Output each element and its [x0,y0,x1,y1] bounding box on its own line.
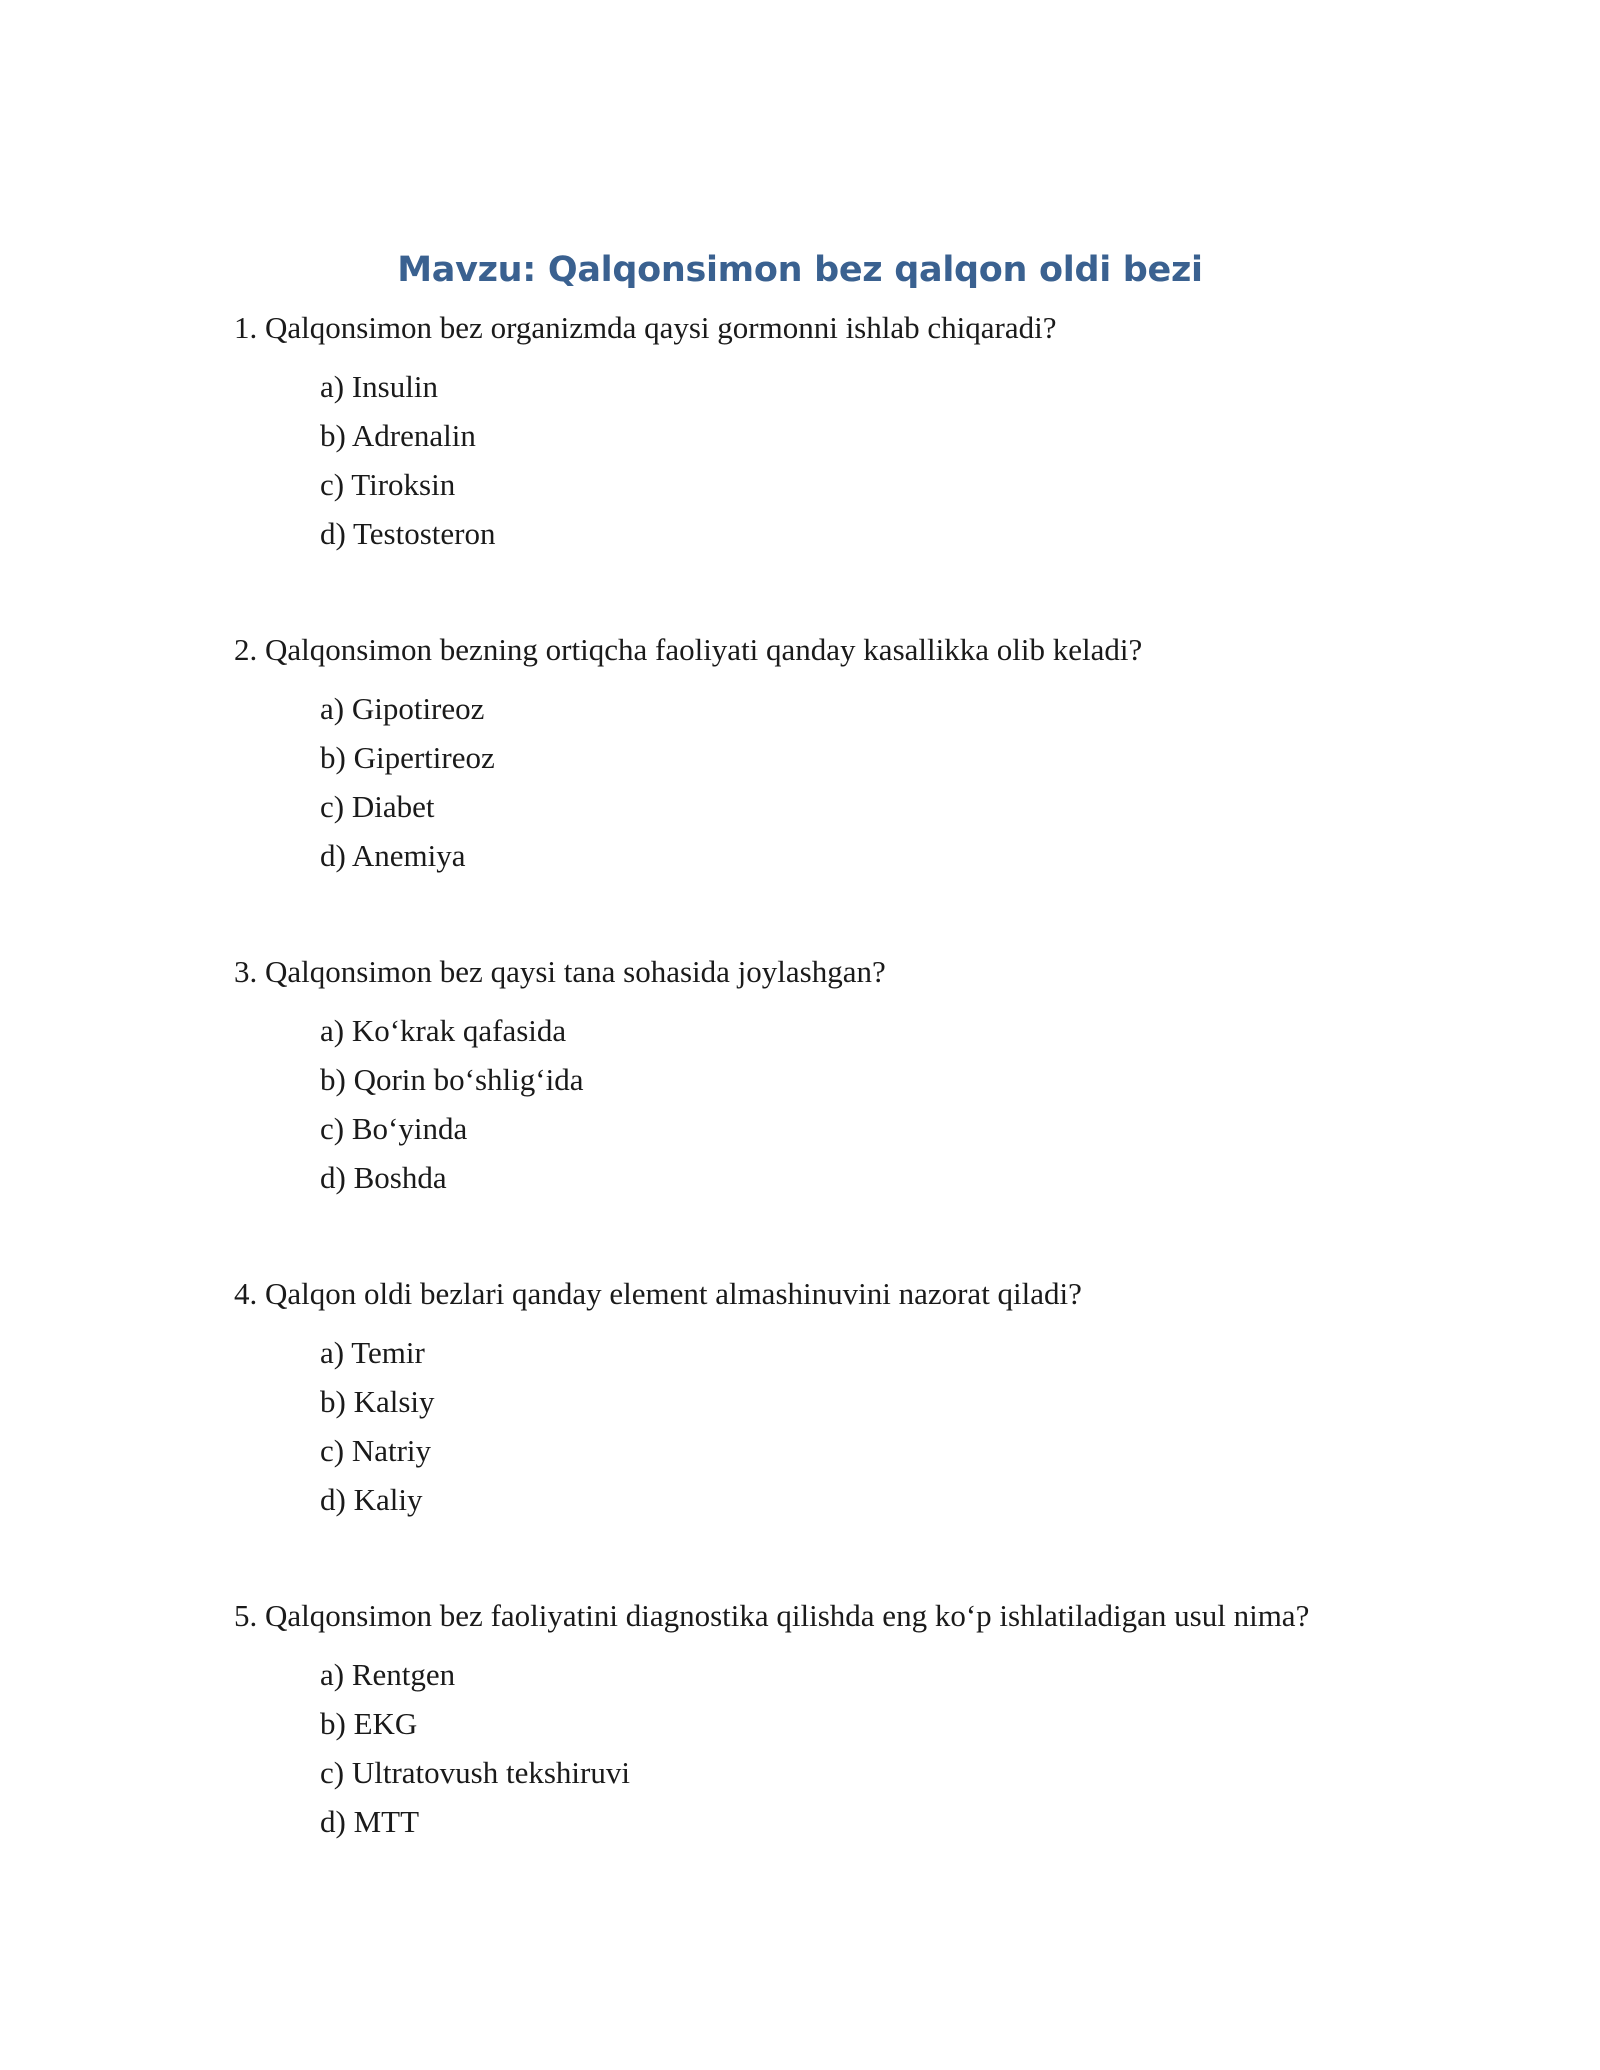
answer-option-a: a) Insulin [320,369,438,404]
answer-options [320,1650,1434,1846]
question-text: 4. Qalqon oldi bezlari qanday element almashinuvini nazorat qiladi? [234,1276,1082,1311]
question-text: 3. Qalqonsimon bez qaysi tana sohasida joylashgan? [234,954,886,989]
answer-option-b: b) Adrenalin [320,418,476,453]
answer-option-d: d) MTT [320,1804,420,1839]
answer-option-a: a) Gipotireoz [320,691,485,726]
answer-option-d: d) Anemiya [320,838,466,873]
answer-option-a: a) Ko‘krak qafasida [320,1013,567,1048]
answer-option-b: b) Kalsiy [320,1384,435,1419]
answer-option-d: d) Boshda [320,1160,447,1195]
answer-option-d: d) Kaliy [320,1482,423,1517]
answer-option-b: b) Gipertireoz [320,740,495,775]
answer-option-a: a) Rentgen [320,1657,456,1692]
answer-options [320,1006,1434,1202]
answer-option-a: a) Temir [320,1335,425,1370]
answer-options [320,362,1434,558]
answer-option-c: c) Bo‘yinda [320,1111,468,1146]
question-4 [234,1274,1434,1524]
question-text: 1. Qalqonsimon bez organizmda qaysi gormonni ishlab chiqaradi? [234,310,1057,345]
answer-option-c: c) Diabet [320,789,435,824]
question-text: 5. Qalqonsimon bez faoliyatini diagnostika qilishda eng ko‘p ishlatiladigan usul nima? [234,1598,1310,1633]
answer-option-c: c) Ultratovush tekshiruvi [320,1755,630,1790]
answer-option-d: d) Testosteron [320,516,496,551]
question-3 [234,952,1434,1202]
question-5 [234,1596,1434,1846]
answer-option-c: c) Natriy [320,1433,432,1468]
document-title: Mavzu: Qalqonsimon bez qalqon oldi bezi [397,250,1203,290]
answer-options [320,684,1434,880]
answer-option-b: b) Qorin bo‘shlig‘ida [320,1062,584,1097]
question-1 [234,308,1434,558]
question-2 [234,630,1434,880]
answer-options [320,1328,1434,1524]
answer-option-c: c) Tiroksin [320,467,456,502]
question-text: 2. Qalqonsimon bezning ortiqcha faoliyati qanday kasallikka olib keladi? [234,632,1143,667]
answer-option-b: b) EKG [320,1706,418,1741]
